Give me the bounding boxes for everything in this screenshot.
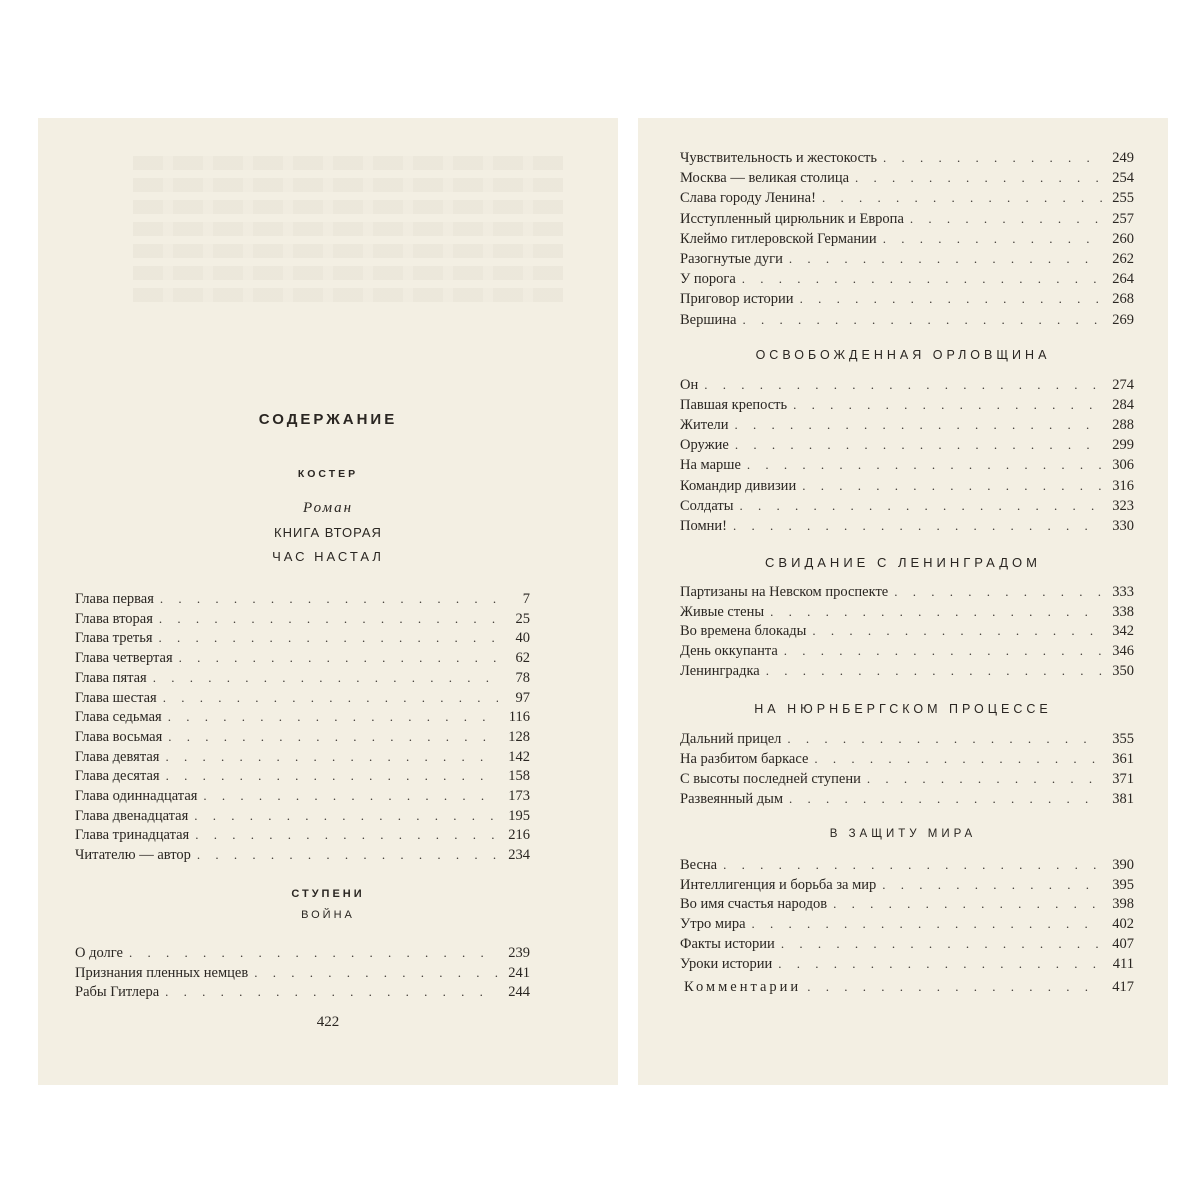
toc-entry-page: 350 bbox=[1112, 662, 1134, 679]
toc-entry-page: 249 bbox=[1112, 150, 1134, 166]
toc-entry-title: Командир дивизии bbox=[680, 477, 797, 494]
toc-entry-title: Глава седьмая bbox=[75, 709, 162, 726]
toc-entry-page: 381 bbox=[1112, 791, 1134, 807]
toc-entry-page: 269 bbox=[1112, 311, 1134, 328]
toc-entry-title: Факты истории bbox=[680, 935, 775, 952]
leader-dots bbox=[168, 708, 498, 726]
toc-entry-title: Глава тринадцатая bbox=[75, 827, 190, 844]
leader-dots bbox=[159, 629, 499, 647]
toc-entry-title: Ленинградка bbox=[680, 662, 760, 679]
toc-entry-page: 255 bbox=[1112, 190, 1134, 207]
toc-entry-page: 330 bbox=[1112, 517, 1134, 534]
leader-dots bbox=[203, 787, 498, 805]
toc-entry bbox=[680, 662, 1134, 682]
toc-entry-page: 411 bbox=[1112, 955, 1134, 972]
toc-entry bbox=[75, 807, 530, 827]
toc-entry-page: 361 bbox=[1112, 751, 1134, 767]
toc-entry bbox=[75, 689, 530, 709]
leader-dots bbox=[784, 642, 1102, 660]
toc-entry bbox=[680, 730, 1134, 750]
toc-entry-title: Во имя счастья народов bbox=[680, 896, 828, 913]
toc-entry bbox=[75, 767, 530, 787]
toc-entry bbox=[680, 270, 1134, 290]
toc-entry-title: Глава девятая bbox=[75, 748, 160, 765]
toc-entry bbox=[75, 983, 530, 1003]
leader-dots bbox=[742, 270, 1102, 288]
toc-entry-title: Во времена блокады bbox=[680, 623, 807, 640]
toc-entry-title: Весна bbox=[680, 857, 718, 873]
toc-entry bbox=[680, 915, 1134, 935]
toc-entry-page: 417 bbox=[1112, 979, 1134, 995]
leader-dots bbox=[882, 876, 1102, 894]
toc-entry-page: 398 bbox=[1112, 896, 1134, 913]
leader-dots bbox=[160, 590, 498, 608]
leader-dots bbox=[822, 189, 1102, 207]
toc-entry-page: 395 bbox=[1112, 876, 1134, 893]
page-number: 422 bbox=[316, 1014, 340, 1030]
toc-entry bbox=[75, 669, 530, 689]
toc-entry bbox=[75, 846, 530, 866]
toc-entry bbox=[680, 396, 1134, 416]
toc-entry-page: 257 bbox=[1112, 210, 1134, 227]
toc-entry-page: 333 bbox=[1112, 584, 1134, 600]
bleed-through-text bbox=[133, 288, 563, 302]
toc-entry bbox=[680, 583, 1134, 603]
toc-entry-page: 239 bbox=[508, 945, 530, 961]
toc-entry-page: 262 bbox=[1112, 251, 1134, 267]
bleed-through-text bbox=[133, 178, 563, 192]
toc-entry-title: Живые стены bbox=[680, 603, 765, 620]
toc-entry-page: 195 bbox=[508, 807, 530, 824]
leader-dots bbox=[197, 846, 498, 864]
toc-entry-page: 234 bbox=[508, 847, 530, 864]
leader-dots bbox=[800, 290, 1102, 308]
toc-entry-title: На разбитом баркасе bbox=[680, 751, 809, 767]
toc-entry-title: Слава городу Ленина! bbox=[680, 190, 816, 207]
toc-entry-page: 216 bbox=[508, 827, 530, 844]
toc-entry-title: С высоты последней ступени bbox=[680, 771, 861, 787]
toc-entry-page: 316 bbox=[1112, 477, 1134, 494]
toc-entry bbox=[75, 610, 530, 630]
toc-entry bbox=[75, 964, 530, 984]
toc-entry bbox=[680, 169, 1134, 189]
leader-dots bbox=[704, 376, 1102, 394]
toc-entry-page: 342 bbox=[1112, 623, 1134, 640]
toc-entry-page: 62 bbox=[515, 650, 530, 667]
leader-dots bbox=[807, 978, 1102, 996]
toc-entry-title: Глава первая bbox=[75, 591, 154, 607]
toc-entry-title: Глава одиннадцатая bbox=[75, 788, 198, 804]
toc-entry bbox=[680, 250, 1134, 270]
leader-dots bbox=[733, 517, 1102, 535]
section-heading-stupeni: СТУПЕНИ bbox=[291, 888, 365, 900]
genre-label: Роман bbox=[302, 500, 354, 516]
leader-dots bbox=[787, 730, 1102, 748]
toc-entry-title: Солдаты bbox=[680, 497, 734, 514]
toc-entry bbox=[680, 770, 1134, 790]
leader-dots bbox=[883, 149, 1102, 167]
toc-entry-title: Читателю — автор bbox=[75, 847, 191, 864]
toc-entry bbox=[680, 149, 1134, 169]
toc-entry-title: Глава шестая bbox=[75, 689, 157, 706]
toc-entry bbox=[75, 826, 530, 846]
leader-dots bbox=[735, 436, 1102, 454]
toc-entry-title: Глава четвертая bbox=[75, 650, 173, 667]
leader-dots bbox=[778, 955, 1102, 973]
contents-title: СОДЕРЖАНИЕ bbox=[258, 411, 398, 428]
toc-entry-title: Павшая крепость bbox=[680, 397, 788, 414]
bleed-through-text bbox=[133, 244, 563, 258]
section-heading-leningrad: СВИДАНИЕ С ЛЕНИНГРАДОМ bbox=[765, 555, 1041, 570]
leader-dots bbox=[165, 748, 498, 766]
left-page bbox=[38, 118, 618, 1085]
toc-entry-title: Разогнутые дуги bbox=[680, 251, 783, 267]
toc-entry-page: 158 bbox=[508, 768, 530, 785]
toc-entry-title: Глава двенадцатая bbox=[75, 807, 189, 824]
toc-entry-title: Глава восьмая bbox=[75, 728, 163, 745]
toc-entry bbox=[680, 876, 1134, 896]
toc-entry-page: 128 bbox=[508, 728, 530, 745]
leader-dots bbox=[165, 983, 498, 1001]
toc-entry bbox=[680, 416, 1134, 436]
section-heading-koster: КОСТЕР bbox=[297, 468, 359, 480]
section-heading-peace: В ЗАЩИТУ МИРА bbox=[829, 828, 977, 840]
leader-dots bbox=[153, 669, 498, 687]
toc-entry-page: 173 bbox=[508, 788, 530, 804]
toc-entry bbox=[680, 189, 1134, 209]
toc-entry-title: Он bbox=[680, 377, 699, 393]
toc-entry-title: На марше bbox=[680, 457, 741, 474]
toc-entry-page: 40 bbox=[515, 630, 530, 647]
toc-entry-page: 7 bbox=[522, 591, 530, 607]
leader-dots bbox=[129, 944, 498, 962]
toc-entry-page: 390 bbox=[1112, 857, 1134, 873]
leader-dots bbox=[739, 497, 1102, 515]
toc-entry-page: 25 bbox=[515, 610, 530, 627]
toc-entry-title: Комментарии bbox=[684, 979, 802, 995]
toc-entry-title: Вершина bbox=[680, 311, 737, 328]
leader-dots bbox=[894, 583, 1102, 601]
bleed-through-text bbox=[133, 222, 563, 236]
toc-entry-page: 274 bbox=[1112, 377, 1134, 393]
bleed-through-text bbox=[133, 156, 563, 170]
leader-dots bbox=[179, 649, 498, 667]
book-label: КНИГА ВТОРАЯ bbox=[274, 525, 382, 540]
toc-entry-title: Чувствительность и жестокость bbox=[680, 150, 877, 166]
section-heading-nuremberg: НА НЮРНБЕРГСКОМ ПРОЦЕССЕ bbox=[754, 702, 1052, 716]
toc-entry bbox=[680, 311, 1134, 331]
bleed-through-text bbox=[133, 266, 563, 280]
toc-entry-page: 264 bbox=[1112, 271, 1134, 288]
leader-dots bbox=[195, 826, 498, 844]
toc-entry-page: 371 bbox=[1112, 771, 1134, 787]
toc-entry-page: 97 bbox=[515, 689, 530, 706]
leader-dots bbox=[742, 311, 1102, 329]
leader-dots bbox=[766, 662, 1102, 680]
toc-entry bbox=[680, 477, 1134, 497]
toc-entry-title: Партизаны на Невском проспекте bbox=[680, 584, 889, 600]
toc-entry bbox=[680, 955, 1134, 975]
toc-entry-title: Развеянный дым bbox=[680, 791, 784, 807]
toc-entry-page: 116 bbox=[508, 709, 530, 726]
toc-entry bbox=[680, 750, 1134, 770]
toc-entry-title: У порога bbox=[680, 271, 736, 288]
leader-dots bbox=[166, 767, 498, 785]
toc-entry bbox=[680, 895, 1134, 915]
toc-entry-title: Признания пленных немцев bbox=[75, 964, 249, 981]
toc-entry-page: 355 bbox=[1112, 731, 1134, 747]
toc-entry-page: 323 bbox=[1112, 497, 1134, 514]
toc-entry-title: Глава вторая bbox=[75, 610, 153, 627]
leader-dots bbox=[723, 856, 1102, 874]
toc-entry bbox=[75, 787, 530, 807]
toc-entry bbox=[680, 517, 1134, 537]
leader-dots bbox=[168, 728, 498, 746]
toc-entry-page: 268 bbox=[1112, 291, 1134, 308]
leader-dots bbox=[867, 770, 1102, 788]
toc-entry-page: 142 bbox=[508, 748, 530, 765]
leader-dots bbox=[747, 456, 1102, 474]
toc-entry bbox=[75, 649, 530, 669]
toc-entry-title: Дальний прицел bbox=[680, 731, 782, 747]
toc-entry-page: 288 bbox=[1112, 417, 1134, 434]
toc-entry bbox=[680, 290, 1134, 310]
leader-dots bbox=[910, 210, 1102, 228]
toc-entry-title: Исступленный цирюльник и Европа bbox=[680, 210, 904, 227]
toc-entry-title: Уроки истории bbox=[680, 955, 773, 972]
leader-dots bbox=[194, 807, 498, 825]
leader-dots bbox=[883, 230, 1102, 248]
leader-dots bbox=[781, 935, 1102, 953]
toc-entry bbox=[75, 629, 530, 649]
leader-dots bbox=[812, 622, 1102, 640]
part-label: ЧАС НАСТАЛ bbox=[272, 549, 384, 564]
leader-dots bbox=[163, 689, 498, 707]
toc-entry-page: 241 bbox=[508, 964, 530, 981]
toc-entry bbox=[680, 210, 1134, 230]
leader-dots bbox=[752, 915, 1102, 933]
section-heading-orel: ОСВОБОЖДЕННАЯ ОРЛОВЩИНА bbox=[755, 348, 1051, 362]
toc-entry bbox=[680, 642, 1134, 662]
toc-entry-page: 407 bbox=[1112, 935, 1134, 952]
toc-entry-commentary bbox=[684, 978, 1134, 998]
toc-entry bbox=[75, 748, 530, 768]
leader-dots bbox=[802, 477, 1102, 495]
leader-dots bbox=[855, 169, 1102, 187]
toc-entry-title: Оружие bbox=[680, 437, 729, 454]
leader-dots bbox=[770, 603, 1102, 621]
leader-dots bbox=[789, 250, 1102, 268]
toc-entry-title: Интеллигенция и борьба за мир bbox=[680, 876, 877, 893]
leader-dots bbox=[159, 610, 498, 628]
toc-entry-page: 402 bbox=[1112, 916, 1134, 933]
toc-entry bbox=[680, 436, 1134, 456]
toc-entry-page: 260 bbox=[1112, 230, 1134, 247]
leader-dots bbox=[789, 790, 1102, 808]
toc-entry-page: 254 bbox=[1112, 170, 1134, 187]
leader-dots bbox=[833, 895, 1102, 913]
toc-entry-page: 78 bbox=[515, 669, 530, 686]
toc-entry bbox=[75, 590, 530, 610]
toc-entry-title: Утро мира bbox=[680, 916, 746, 933]
right-page bbox=[638, 118, 1168, 1085]
toc-entry bbox=[75, 728, 530, 748]
toc-entry-title: Глава пятая bbox=[75, 669, 147, 686]
toc-entry bbox=[680, 622, 1134, 642]
toc-entry bbox=[75, 708, 530, 728]
toc-entry bbox=[680, 230, 1134, 250]
toc-entry-title: Рабы Гитлера bbox=[75, 984, 160, 1000]
toc-entry bbox=[680, 497, 1134, 517]
toc-entry bbox=[680, 790, 1134, 810]
subsection-heading-war: ВОЙНА bbox=[301, 909, 355, 921]
toc-entry-title: Жители bbox=[680, 417, 729, 434]
leader-dots bbox=[814, 750, 1102, 768]
toc-entry-title: Москва — великая столица bbox=[680, 170, 850, 187]
toc-entry bbox=[680, 456, 1134, 476]
leader-dots bbox=[793, 396, 1102, 414]
toc-entry-page: 299 bbox=[1112, 437, 1134, 454]
toc-entry-title: Глава десятая bbox=[75, 768, 160, 785]
toc-entry-page: 306 bbox=[1112, 457, 1134, 474]
toc-entry-page: 284 bbox=[1112, 397, 1134, 414]
toc-entry-page: 338 bbox=[1112, 603, 1134, 620]
toc-entry-title: Клеймо гитлеровской Германии bbox=[680, 230, 877, 247]
toc-entry-page: 244 bbox=[508, 984, 530, 1000]
toc-entry-title: Глава третья bbox=[75, 630, 153, 647]
toc-entry bbox=[680, 856, 1134, 876]
toc-entry-title: День оккупанта bbox=[680, 643, 778, 660]
toc-entry-page: 346 bbox=[1112, 643, 1134, 660]
toc-entry bbox=[680, 376, 1134, 396]
leader-dots bbox=[735, 416, 1102, 434]
bleed-through-text bbox=[133, 200, 563, 214]
toc-entry-title: Приговор истории bbox=[680, 291, 794, 308]
toc-entry-title: Помни! bbox=[680, 517, 727, 534]
leader-dots bbox=[254, 964, 498, 982]
toc-entry-title: О долге bbox=[75, 945, 123, 961]
toc-entry bbox=[680, 603, 1134, 623]
toc-entry bbox=[75, 944, 530, 964]
toc-entry bbox=[680, 935, 1134, 955]
